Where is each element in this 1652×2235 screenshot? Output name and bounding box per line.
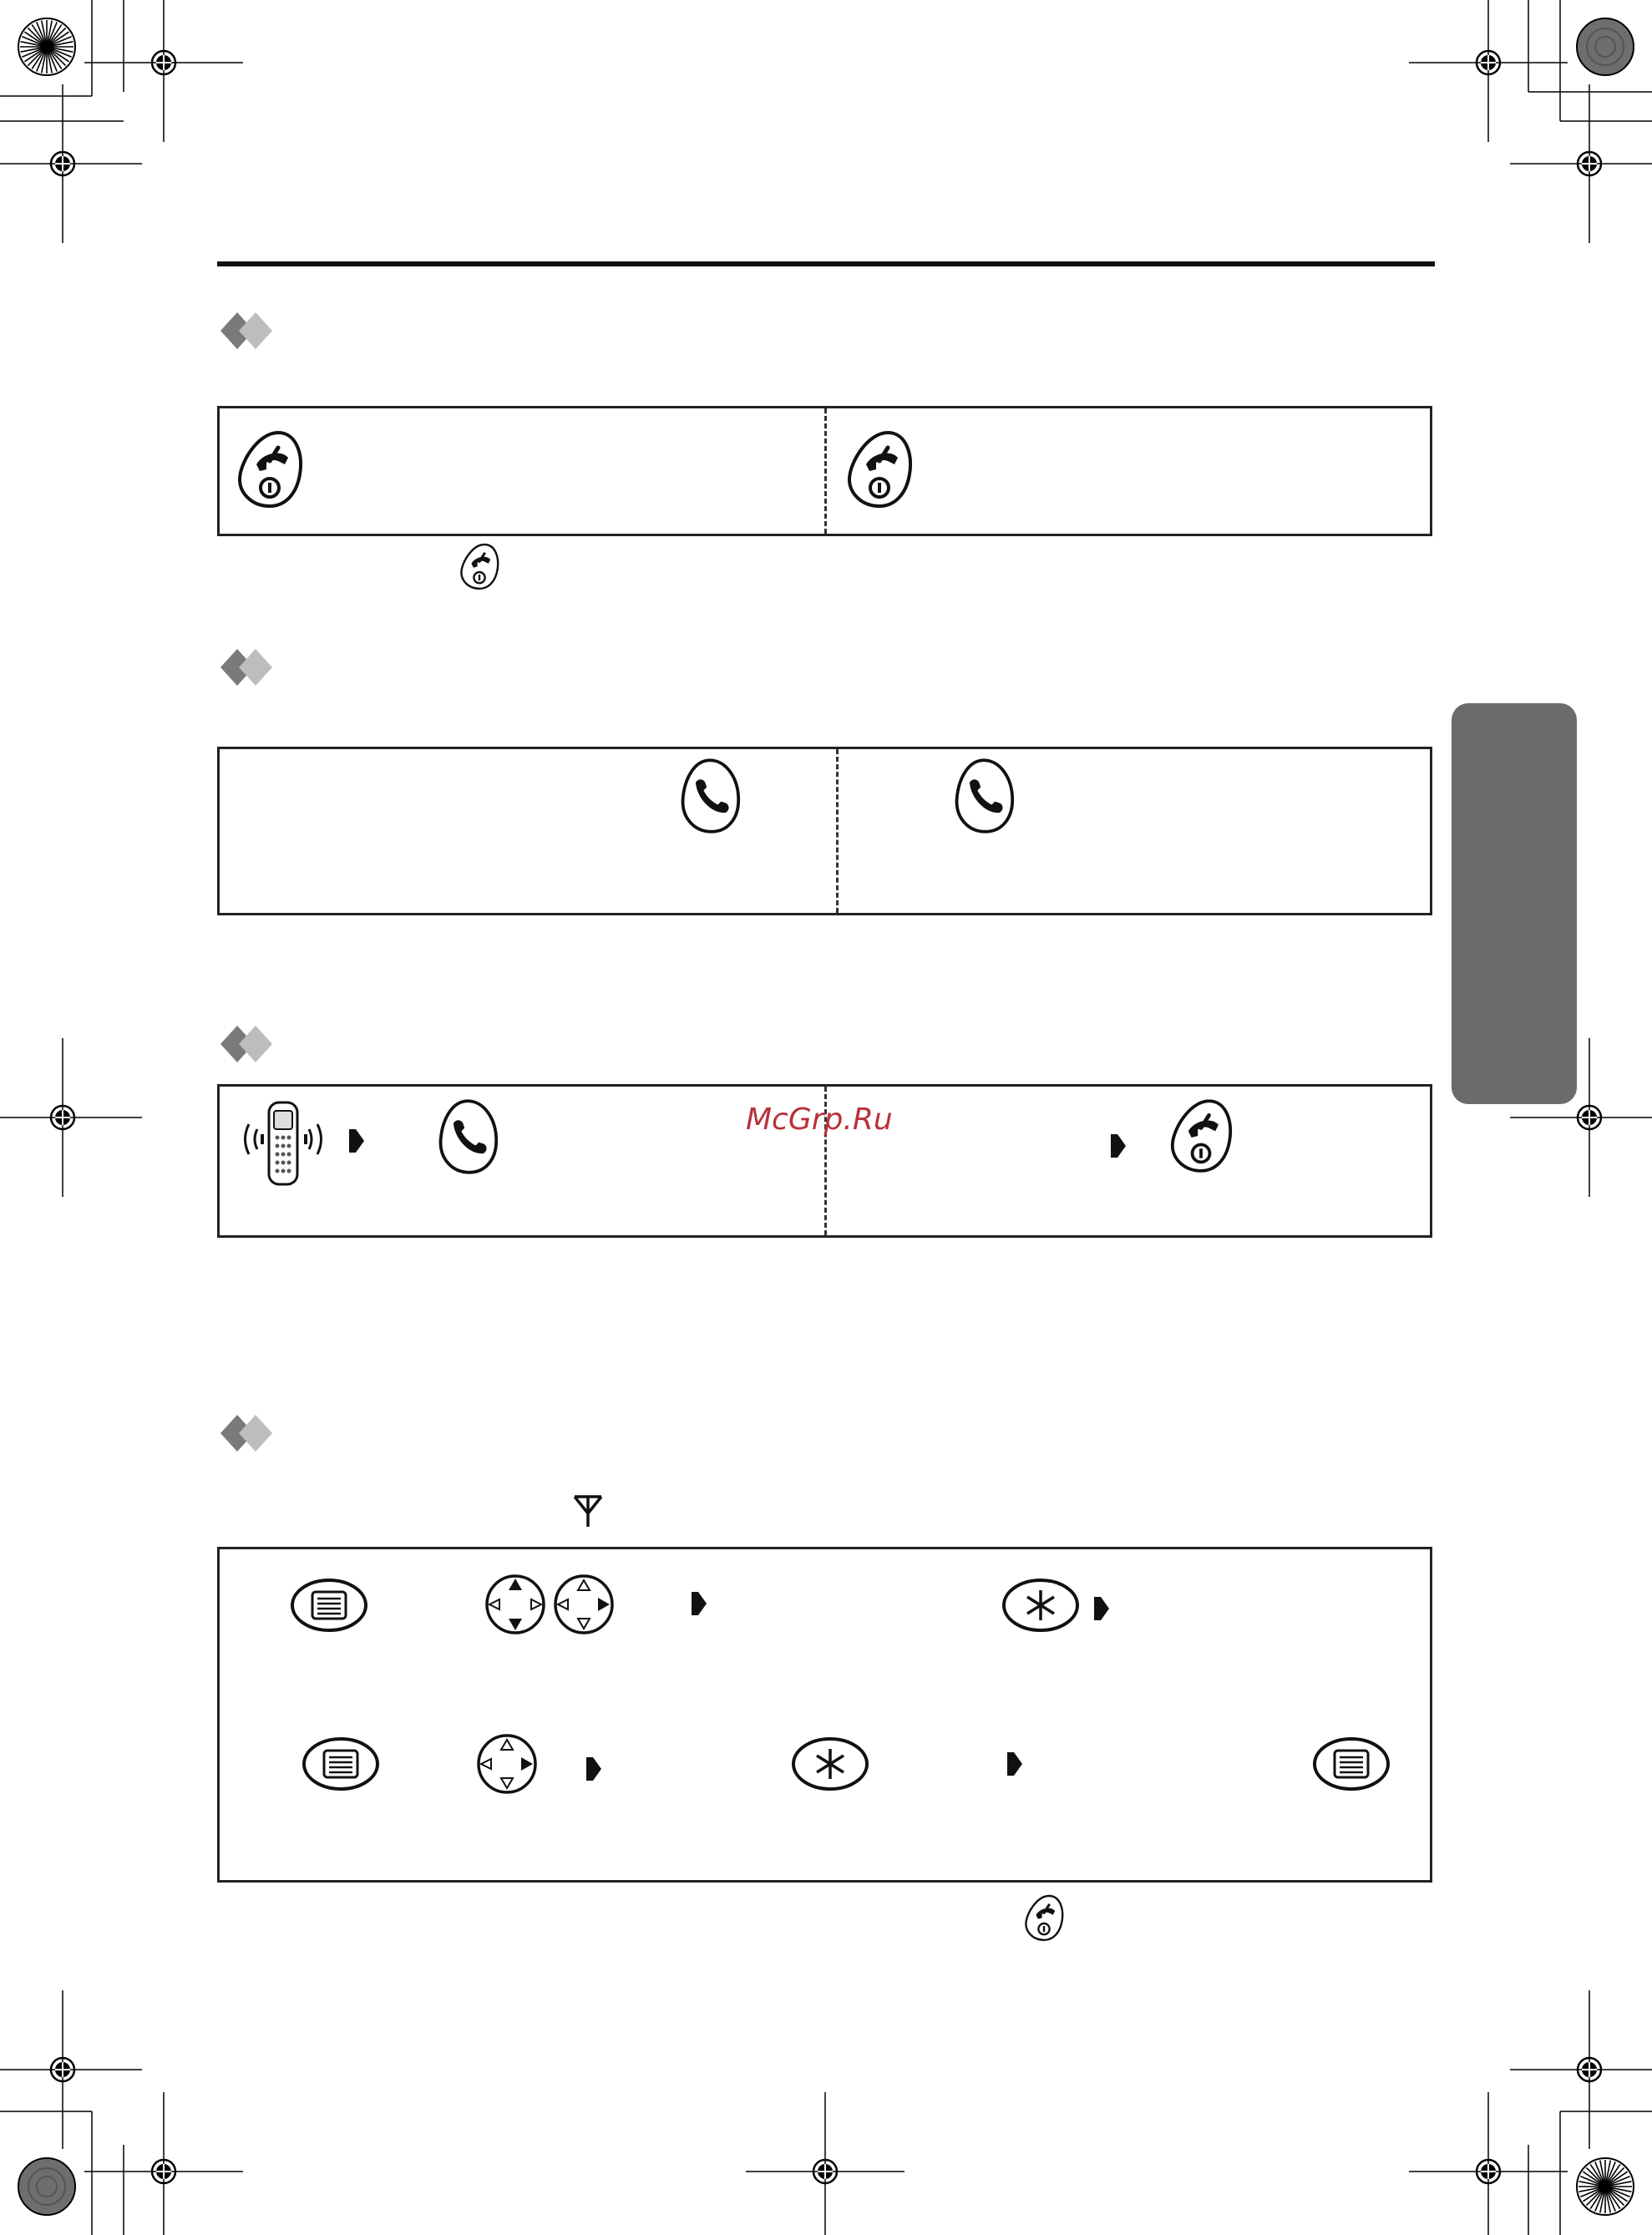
off-power-key-icon[interactable] xyxy=(1169,1099,1233,1174)
arrow-icon xyxy=(1109,1133,1128,1159)
talk-key-icon[interactable] xyxy=(952,757,1016,835)
off-power-key-icon[interactable] xyxy=(1024,1894,1064,1943)
registration-mark-icon xyxy=(1409,2092,1568,2235)
section-diamond-icon xyxy=(219,1413,286,1455)
section-diamond-icon xyxy=(219,1024,286,1066)
instruction-box-1 xyxy=(217,406,1432,536)
watermark: McGrp.Ru xyxy=(746,1102,893,1137)
section-diamond-icon xyxy=(219,311,286,352)
menu-key-icon[interactable] xyxy=(291,1579,367,1632)
off-power-key-icon[interactable] xyxy=(846,431,913,509)
section-diamond-icon xyxy=(219,647,286,689)
registration-mark-icon xyxy=(1409,0,1568,142)
talk-key-icon[interactable] xyxy=(436,1097,499,1176)
menu-key-icon[interactable] xyxy=(302,1737,379,1791)
registration-mark-icon xyxy=(1510,84,1652,243)
header-rule xyxy=(217,261,1435,266)
registration-mark-icon xyxy=(84,2092,243,2235)
color-target-icon xyxy=(18,18,75,75)
registration-mark-icon xyxy=(746,2092,905,2235)
arrow-icon xyxy=(1006,1751,1024,1777)
registration-mark-icon xyxy=(1510,1990,1652,2149)
color-target-icon xyxy=(1577,2158,1634,2215)
arrow-icon xyxy=(585,1756,603,1782)
arrow-icon xyxy=(1092,1595,1111,1622)
ringing-handset-icon xyxy=(237,1099,331,1188)
star-key-icon[interactable] xyxy=(792,1737,869,1791)
antenna-icon xyxy=(571,1493,605,1530)
registration-mark-icon xyxy=(0,1038,142,1197)
arrow-icon xyxy=(347,1128,366,1154)
color-target-icon xyxy=(18,2158,75,2215)
arrow-icon xyxy=(690,1590,708,1617)
navigator-key-icon[interactable] xyxy=(484,1574,615,1635)
off-power-key-icon[interactable] xyxy=(236,431,303,509)
off-power-key-icon[interactable] xyxy=(459,543,499,591)
navigator-key-icon[interactable] xyxy=(476,1733,538,1795)
star-key-icon[interactable] xyxy=(1002,1579,1079,1632)
instruction-box-4 xyxy=(217,1547,1432,1883)
talk-key-icon[interactable] xyxy=(678,757,742,835)
registration-mark-icon xyxy=(0,1990,142,2149)
chapter-side-tab xyxy=(1452,703,1577,1104)
menu-key-icon[interactable] xyxy=(1313,1737,1390,1791)
color-target-icon xyxy=(1577,18,1634,75)
instruction-box-2 xyxy=(217,747,1432,915)
registration-mark-icon xyxy=(0,84,142,243)
